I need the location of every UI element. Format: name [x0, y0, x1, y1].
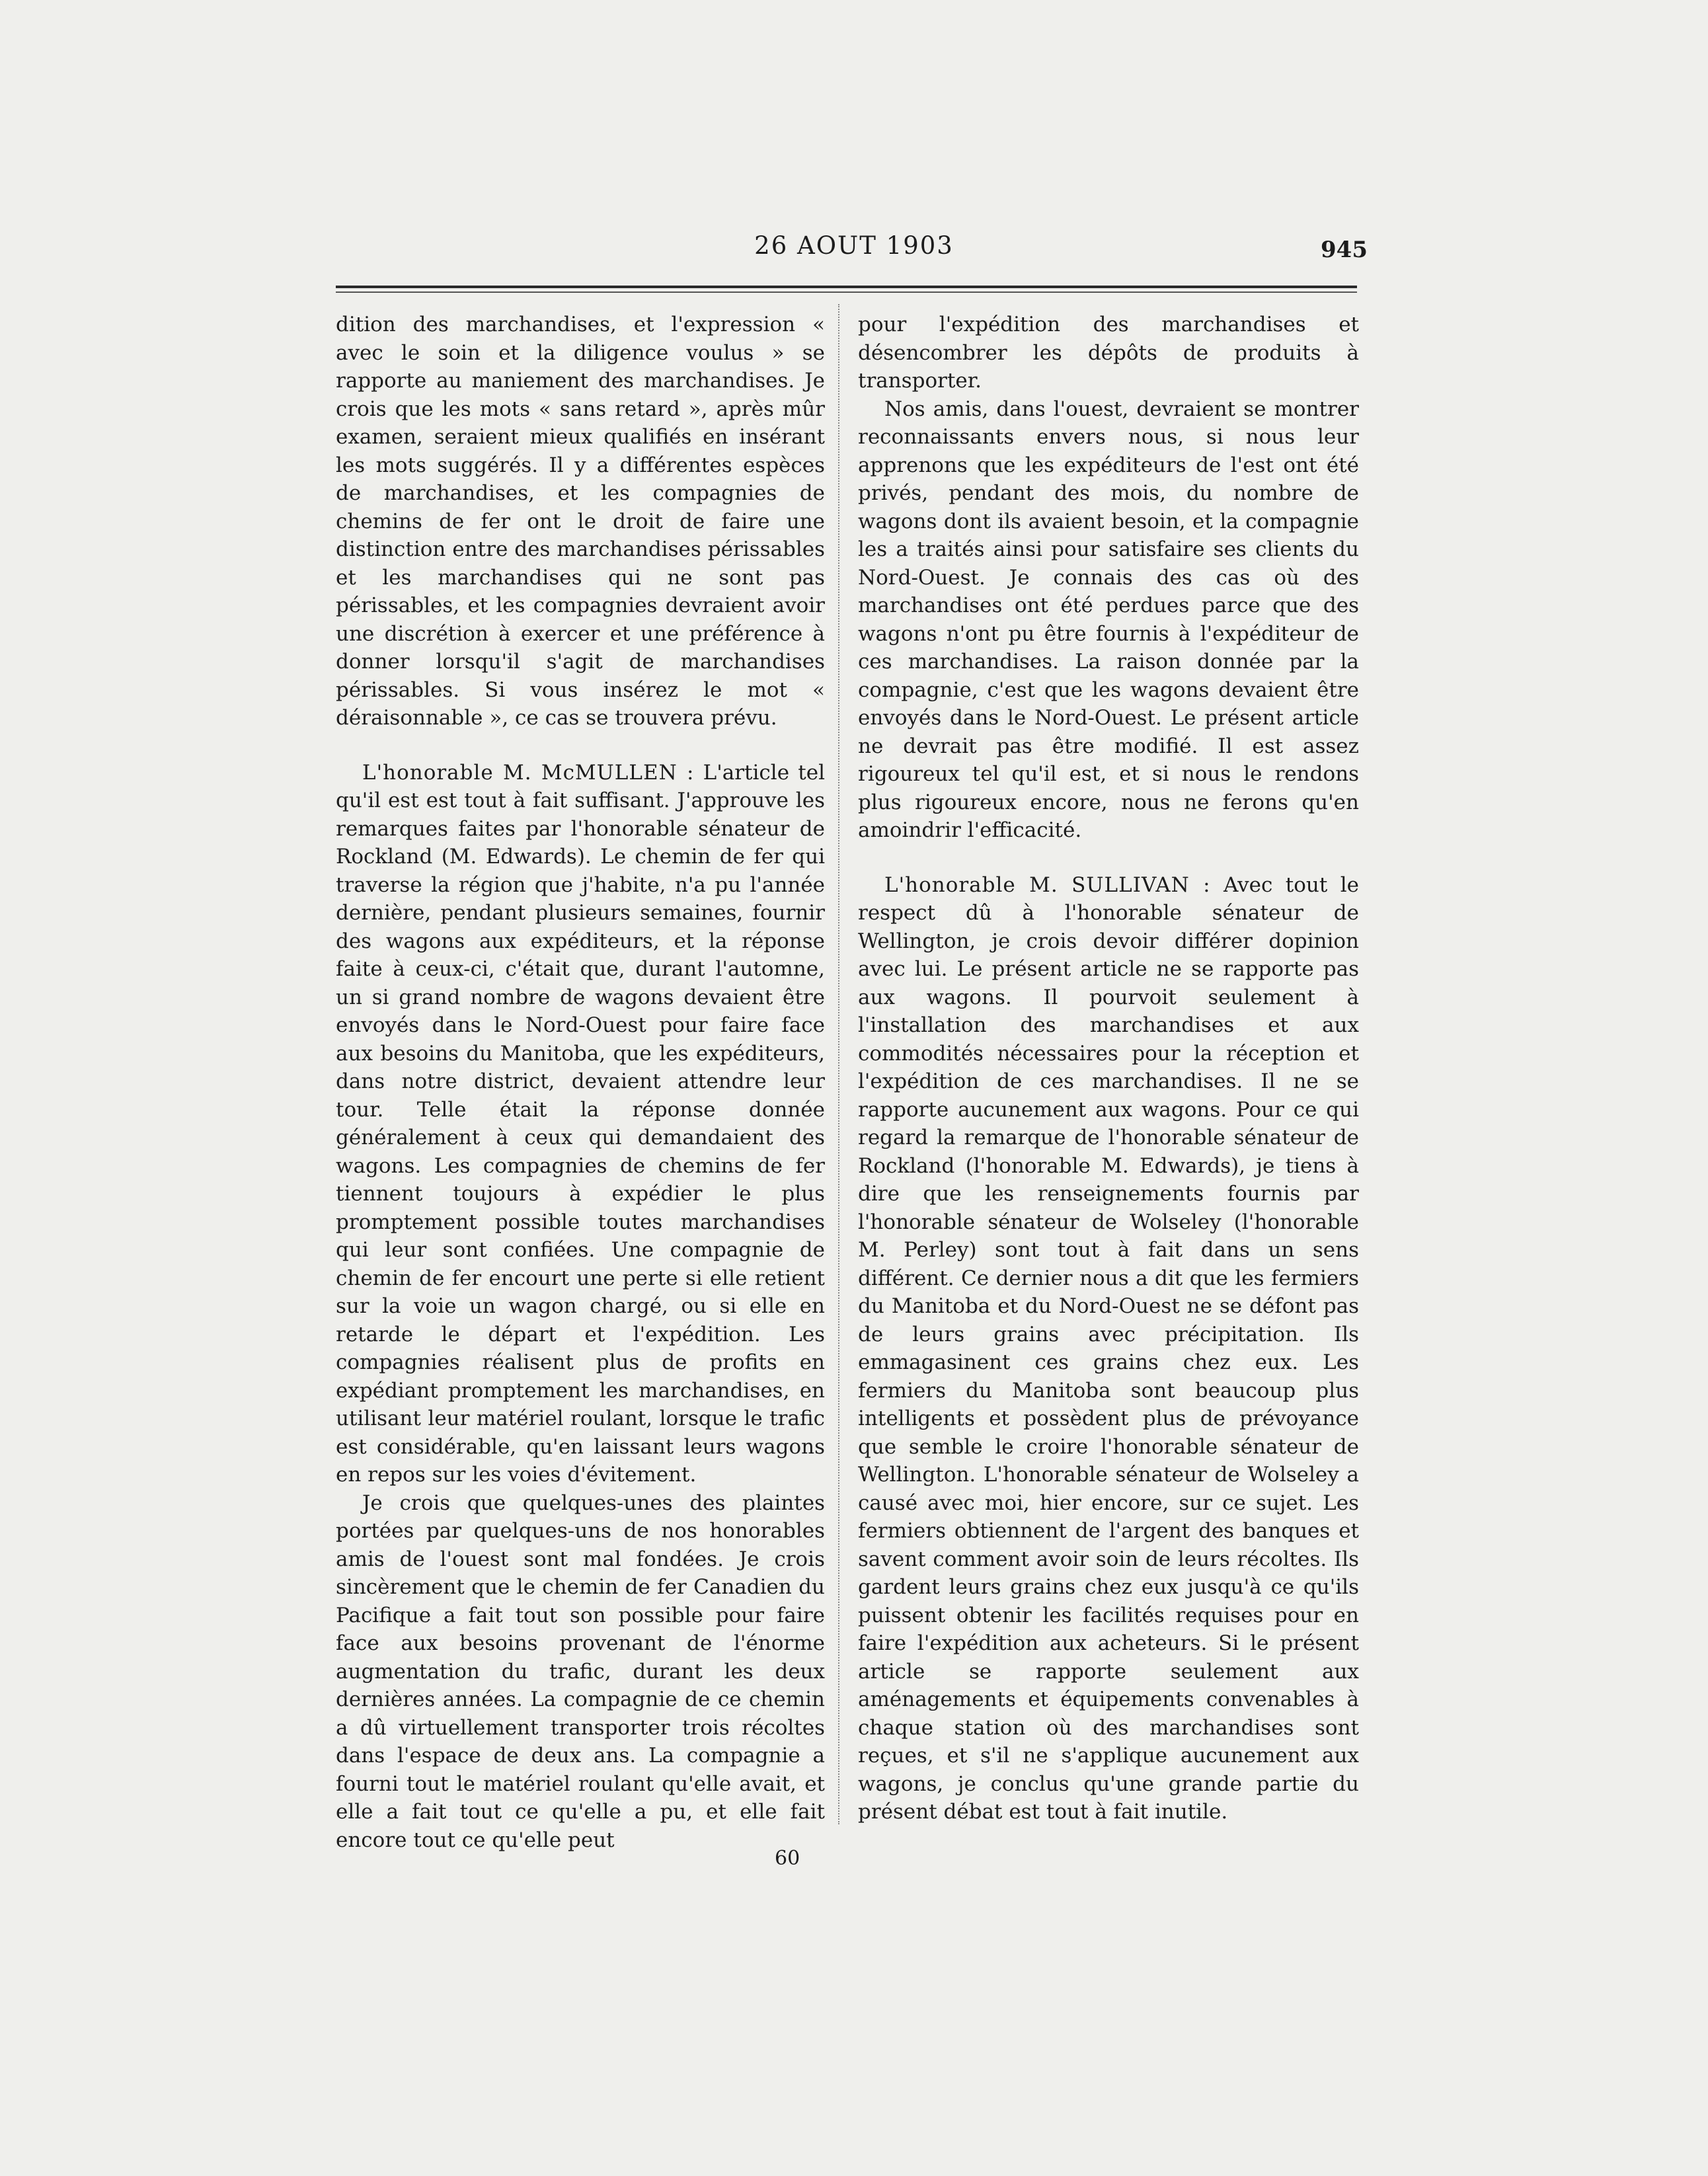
paragraph: Je crois que quelques-unes des plaintes portées par quelques-uns de nos honorables amis de l'ouest sont mal fondées. Je crois sincèrement que le chemin de fer Canadien du Pacifique a fait tout son possible pour faire face aux besoins provenant de l'énorme augmentation du trafic, durant les deux dernières années. La compagnie de ce chemin a dû virtuellement transporter trois récoltes dans l'espace de deux ans. La compagnie a fourni tout le matériel roulant qu'elle avait, et elle a fait tout ce qu'elle a pu, et elle fait encore tout ce qu'elle peut — [336, 1491, 825, 1852]
speech-text: L'article tel qu'il est est tout à fait suffisant. J'approuve les remarques faites par l'honorable sénateur de Rockland (M. Edwards). Le chemin de fer qui traverse la région que j'habite, n'a pu l'année dernière, pendant plusieurs semaines, fournir des wagons aux expéditeurs, et la réponse faite à ceux-ci, c'était que, durant l'automne, un si grand nombre de wagons devaient être envoyés dans le Nord-Ouest pour faire face aux besoins du Manitoba, que les expéditeurs, dans notre district, devaient attendre leur tour. Telle était la réponse donnée généralement à ceux qui demandaient des wagons. Les compagnies de chemins de fer tiennent toujours à expédier le plus promptement possible toutes marchandises qui leur sont confiées. Une compagnie de chemin de fer encourt une perte si elle retient sur la voie un wagon chargé, ou si elle en retarde le départ et l'expédition. Les compagnies réalisent plus de profits en expédiant promptement les marchandises, en utilisant leur matériel roulant, lorsque le trafic est considérable, qu'en laissant leurs wagons en repos sur les voies d'évitement. — [336, 760, 825, 1487]
paragraph: pour l'expédition des marchandises et désencombrer les dépôts de produits à transporter. — [858, 313, 1359, 393]
paragraph: dition des marchandises, et l'expression « avec le soin et la diligence voulus » se rapporte au maniement des marchandises. Je crois que les mots « sans retard », après mûr examen, seraient mieux qualifiés en insérant les mots suggérés. Il y a différentes espèces de marchandises, et les compagnies de chemins de fer ont le droit de faire une distinction entre des marchandises périssables et les marchandises qui ne sont pas périssables, et les compagnies devraient avoir une discrétion à exercer et une préférence à donner lorsqu'il s'agit de marchandises périssables. Si vous insérez le mot « déraisonnable », ce cas se trouvera prévu. — [336, 313, 825, 730]
speaker-name: L'honorable M. McMULLEN : — [362, 760, 695, 785]
speaker-name: L'honorable M. SULLIVAN : — [884, 873, 1211, 897]
page-number: 945 — [1321, 237, 1368, 263]
header-rule-thin — [336, 291, 1357, 293]
column-divider — [838, 304, 839, 1824]
paragraph: Nos amis, dans l'ouest, devraient se montrer reconnaissants envers nous, si nous leur apprenons que les expéditeurs de l'est ont été privés, pendant des mois, du nombre de wagons dont ils avaient besoin, et la compagnie les a traités ainsi pour satisfaire ses clients du Nord-Ouest. Je connais des cas où des marchandises ont été perdues parce que des wagons n'ont pu être fournis à l'expéditeur de ces marchandises. La raison donnée par la compagnie, c'est que les wagons devaient être envoyés dans le Nord-Ouest. Le présent article ne devrait pas être modifié. Il est assez rigoureux tel qu'il est, et si nous le rendons plus rigoureux encore, nous ne ferons qu'en amoindrir l'efficacité. — [858, 397, 1359, 842]
header-rule — [336, 286, 1357, 288]
speech-paragraph — [336, 759, 825, 1489]
left-column — [336, 311, 825, 1854]
right-column — [858, 311, 1359, 1826]
speech-text: Avec tout le respect dû à l'honorable sénateur de Wellington, je crois devoir différer dopinion avec lui. Le présent article ne se rapporte pas aux wagons. Il pourvoit seulement à l'installation des marchandises et aux commodités nécessaires pour la réception et l'expédition de ces marchandises. Il ne se rapporte aucunement aux wagons. Pour ce qui regard la remarque de l'honorable sénateur de Rockland (l'honorable M. Edwards), je tiens à dire que les renseignements fournis par l'honorable sénateur de Wolseley (l'honorable M. Perley) sont tout à fait dans un sens différent. Ce dernier nous a dit que les fermiers du Manitoba et du Nord-Ouest ne se défont pas de leurs grains avec précipitation. Ils emmagasinent ces grains chez eux. Les fermiers du Manitoba sont beaucoup plus intelligents et possèdent plus de prévoyance que semble le croire l'honorable sénateur de Wellington. L'honorable sénateur de Wolseley a causé avec moi, hier encore, sur ce sujet. Les fermiers obtiennent de l'argent des banques et savent comment avoir soin de leurs récoltes. Ils gardent leurs grains chez eux jusqu'à ce qu'ils puissent obtenir les facilités requises pour en faire l'expédition aux acheteurs. Si le présent article se rapporte seulement aux aménagements et équipements convenables à chaque station où des marchandises sont reçues, et s'il ne s'applique aucunement aux wagons, je conclus qu'une grande partie du présent débat est tout à fait inutile. — [858, 873, 1359, 1824]
signature-mark: 60 — [775, 1847, 800, 1870]
page-header-date: 26 AOUT 1903 — [754, 231, 954, 260]
speech-paragraph — [858, 871, 1359, 1826]
